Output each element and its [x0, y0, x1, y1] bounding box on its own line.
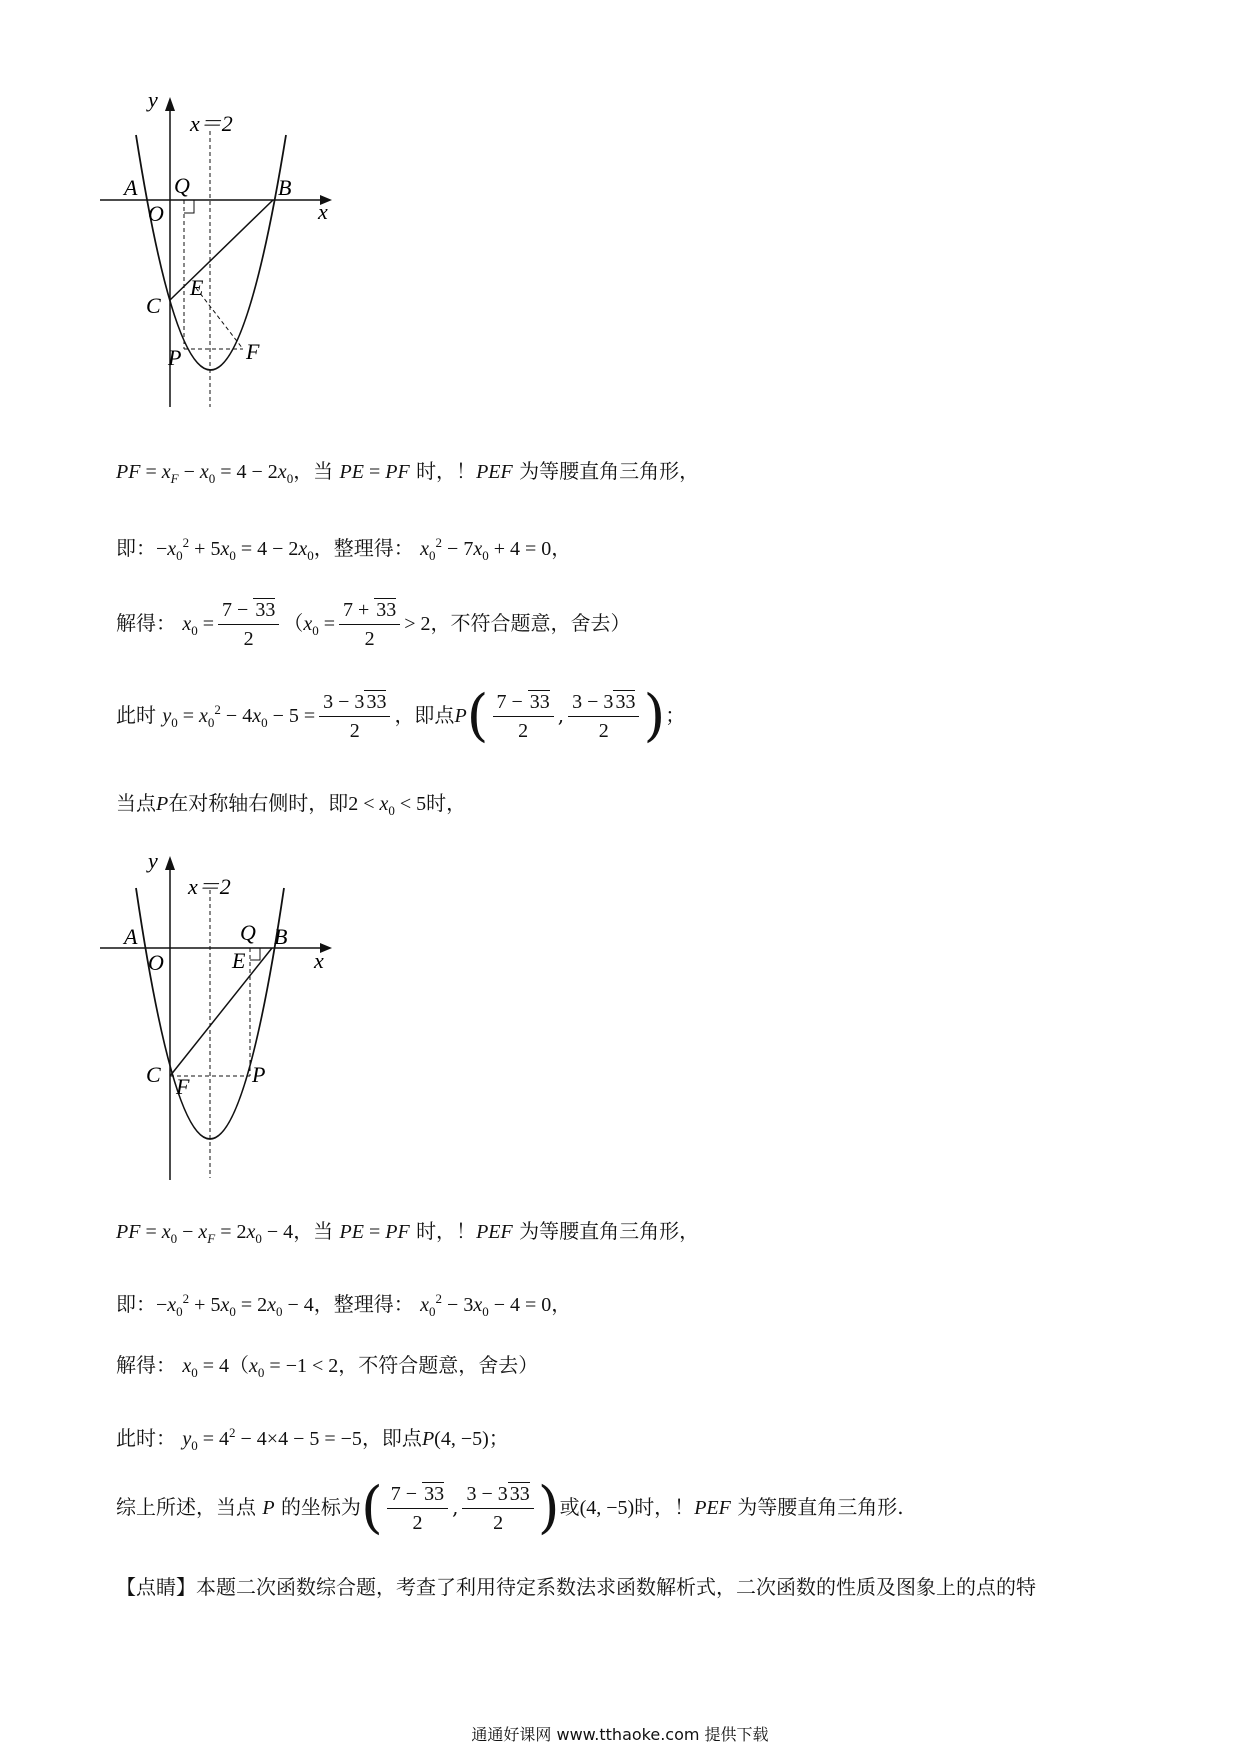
- text-l2-head: 即：: [116, 536, 156, 560]
- label-axis-eq: x＝2: [190, 111, 233, 136]
- label-C: C: [146, 293, 161, 318]
- text-l10-b: 的坐标为: [280, 1495, 361, 1519]
- line-8: 解得： $x_0 = 4(x_0 = -1 < 2$，不符合题意，舍去）: [116, 1353, 539, 1380]
- page-footer: 通通好课网 www.tthaoke.com 提供下载: [471, 1725, 769, 1744]
- text-l7-end: ，: [551, 1292, 572, 1316]
- text-l10-end: 为等腰直角三角形.: [737, 1495, 904, 1519]
- line-2: 即：$-x_0^2 + 5x_0 = 4 - 2x_0$，整理得： $x_0^2 - 7x_0 + 4 = 0$，: [116, 535, 572, 563]
- line-11-remark: [116, 1572, 1036, 1602]
- text-l6-end: 为等腰直角三角形，: [519, 1219, 700, 1243]
- text-l8-paren: （: [229, 1353, 250, 1377]
- label-C: C: [146, 1062, 161, 1087]
- label-A: A: [124, 175, 138, 200]
- label-O: O: [148, 201, 164, 226]
- line-3: 解得： $x_0$ = $\frac{7 - 33}{2}$ （$x_0$ = $\frac{7 + 33}{2}$ > 2，不符合题意，舍去）: [116, 596, 631, 653]
- text-l2-end: ，: [551, 536, 572, 560]
- label-y: y: [148, 95, 158, 112]
- text-l11: 【点睛】本题二次函数综合题，考查了利用待定系数法求函数解析式，二次函数的性质及图象上的点的特: [116, 1575, 1036, 1599]
- text-l5-b: 在对称轴右侧时，即: [168, 791, 349, 815]
- label-E: E: [190, 275, 204, 300]
- text-l4-mid: ，即点: [394, 703, 455, 727]
- figure-2: [100, 850, 360, 1190]
- text-l10-when: 时，！: [634, 1495, 695, 1519]
- text-l1-when: 时，！: [416, 459, 477, 483]
- label-y: y: [148, 850, 158, 873]
- text-l6-when: 时，！: [416, 1219, 477, 1243]
- text-l4-head: 此时: [116, 703, 156, 727]
- line-6: PF = $x_0 - x_F = 2x_0 - 4$，当 PE = PF 时，！PEF 为等腰直角三角形，: [116, 1219, 700, 1246]
- line-9: 此时： $y_0 = 4^2 - 4\times 4 - 5 = -5$，即点P(4, −5)；: [116, 1425, 509, 1453]
- line-5: 当点P在对称轴右侧时，即$2 < x_0 < 5$时，: [116, 791, 467, 818]
- label-Q: Q: [174, 173, 190, 198]
- text-l1-tail: ，当: [293, 459, 334, 483]
- label-B: B: [278, 175, 292, 200]
- label-P: P: [168, 345, 182, 370]
- label-F: F: [176, 1074, 190, 1099]
- text-l9-end: ；: [488, 1426, 509, 1450]
- text-l9-mid: ，即点: [361, 1426, 422, 1450]
- text-l3-head: 解得：: [116, 611, 176, 635]
- parabola-diagram-2: [100, 850, 360, 1190]
- text-l8-head: 解得：: [116, 1353, 176, 1377]
- text-l10-or: 或: [559, 1495, 580, 1519]
- label-B: B: [274, 924, 288, 949]
- text-l6-tail: ，当: [293, 1219, 334, 1243]
- text-l7-mid: ，整理得：: [313, 1292, 414, 1316]
- text-l4-end: ；: [665, 703, 686, 727]
- line-7: 即：$-x_0^2 + 5x_0 = 2x_0 - 4$，整理得： $x_0^2 - 3x_0 - 4 = 0$，: [116, 1291, 572, 1319]
- label-P: P: [252, 1062, 266, 1087]
- text-l10-head: 综上所述，当点: [116, 1495, 256, 1519]
- text-l7-head: 即：: [116, 1292, 156, 1316]
- label-F: F: [246, 339, 260, 364]
- text-l3-end: ，不符合题意，舍去）: [430, 611, 631, 635]
- text-l5: 当点: [116, 791, 156, 815]
- label-axis-eq: x＝2: [188, 874, 231, 899]
- text-l1-end: 为等腰直角三角形，: [519, 459, 700, 483]
- figure-1: [100, 95, 360, 415]
- text-l9-head: 此时：: [116, 1426, 176, 1450]
- text-l8-end: ，不符合题意，舍去）: [338, 1353, 539, 1377]
- line-4: 此时 $y_0 = x_0^2 - 4x_0 - 5$ = $\frac{3 - 3 33}{2}$ ，即点P( $\frac{7 - 33}{2}$ , $\frac{3 - 3 33}{2}$ )；: [116, 683, 686, 749]
- parabola-diagram-1: [100, 95, 360, 415]
- text-l2-mid: ，整理得：: [313, 536, 414, 560]
- line-10: 综上所述，当点 P 的坐标为( $\frac{7 - 33}{2}$ , $\frac{3 - 3 33}{2}$ )或(4, −5)时，！PEF 为等腰直角三角形.: [116, 1475, 904, 1541]
- label-Q: Q: [240, 920, 256, 945]
- label-x: x: [318, 199, 328, 224]
- line-1: PF = $x_F - x_0 = 4 - 2x_0$，当 PE = PF 时，！PEF 为等腰直角三角形，: [116, 459, 700, 486]
- label-A: A: [124, 924, 138, 949]
- label-O: O: [148, 950, 164, 975]
- text-l5-end: 时，: [426, 791, 467, 815]
- label-E: E: [232, 948, 246, 973]
- label-x: x: [314, 948, 324, 973]
- text-l3-paren: （: [283, 611, 304, 635]
